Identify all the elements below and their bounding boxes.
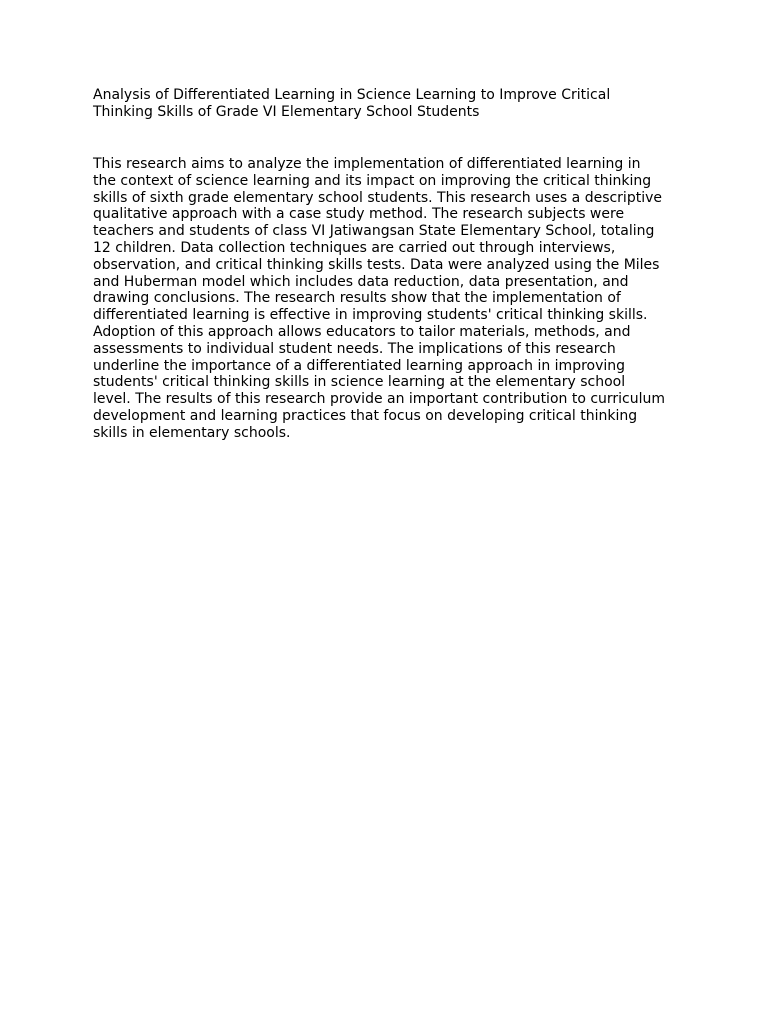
document-title: Analysis of Differentiated Learning in Science Learning to Improve Critical Thinking Skills of Grade VI Elementary School Students [93, 87, 611, 120]
abstract-paragraph: This research aims to analyze the implementation of differentiated learning in the context of science learning and its impact on improving the critical thinking skills of sixth grade elementary school students. This research uses a descriptive qualitative approach with a case study method. The research subjects were teachers and students of class VI Jatiwangsan State Elementary School, totaling 12 children. Data collection techniques are carried out through interviews, observation, and critical thinking skills tests. Data were analyzed using the Miles and Huberman model which includes data reduction, data presentation, and drawing conclusions. The research results show that the implementation of differentiated learning is effective in improving students' critical thinking skills. Adoption of this approach allows educators to tailor materials, methods, and assessments to individual student needs. The implications of this research underline the importance of a differentiated learning approach in improving students' critical thinking skills in science learning at the elementary school level. The results of this research provide an important contribution to curriculum development and learning practices that focus on developing critical thinking skills in elementary schools. [93, 156, 666, 441]
